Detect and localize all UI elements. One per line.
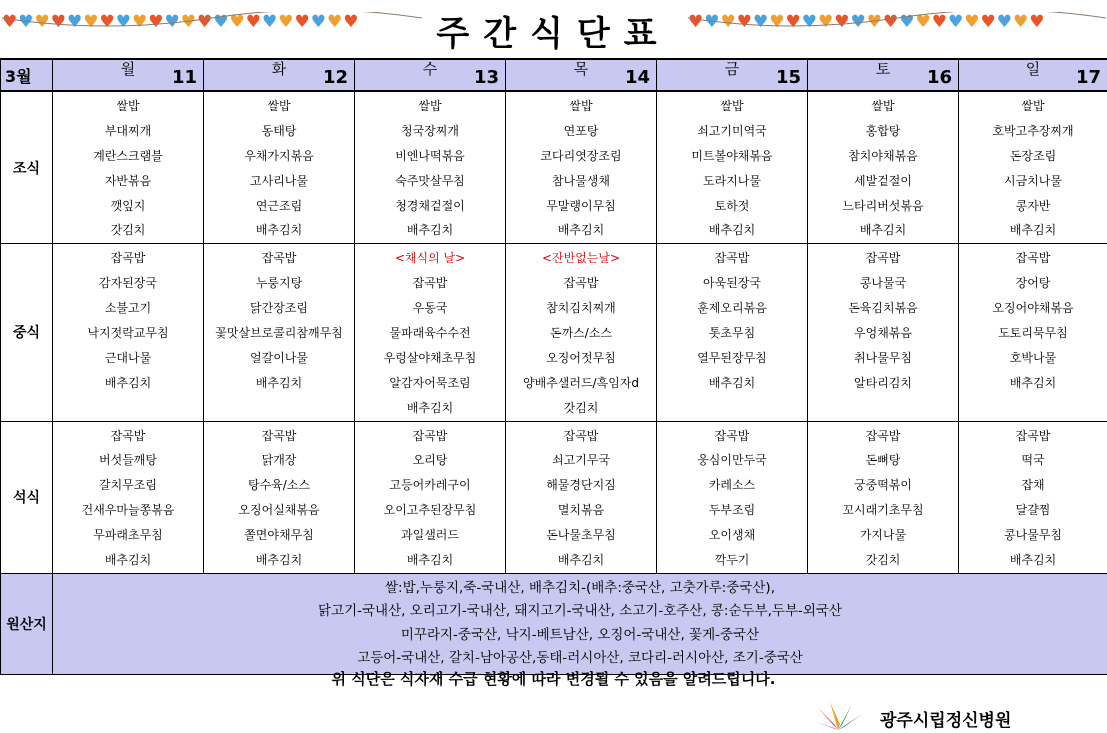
menu-item: 쌀밥: [116, 99, 140, 113]
menu-cell: [808, 421, 959, 573]
day-date: 11: [171, 67, 197, 88]
day-header-cell: [657, 59, 808, 91]
menu-item: 미트볼야채볶음: [691, 148, 773, 163]
menu-item: 쇠고기미역국: [697, 123, 767, 138]
menu-item: 알감자어묵조림: [389, 375, 471, 390]
menu-item: 배추김치: [1009, 375, 1057, 390]
menu-item: 버섯들깨탕: [99, 453, 157, 468]
menu-item: 호박나물: [1009, 350, 1057, 365]
menu-item: 우채가지볶음: [244, 148, 314, 163]
heart-garland-right: [688, 8, 1106, 36]
heart-icon: ♥: [278, 11, 294, 32]
menu-item: 청경채겉절이: [395, 198, 465, 213]
menu-item: 오징어실채볶음: [238, 503, 320, 518]
menu-item: 배추김치: [104, 553, 152, 568]
heart-icon: ♥: [180, 11, 196, 32]
menu-item: 느타리버섯볶음: [842, 198, 924, 213]
day-name: 토: [875, 60, 891, 78]
menu-item: 양배추샐러드/흑임자d: [523, 375, 639, 390]
menu-item: 배추김치: [406, 553, 454, 568]
menu-item: 건새우마늘쫑볶음: [81, 503, 175, 518]
menu-item: 잡곡밥: [110, 428, 146, 443]
menu-item: 낙지젓락교무침: [87, 326, 169, 341]
heart-icon: ♥: [99, 11, 115, 32]
origin-row: [1, 573, 1107, 674]
page-title: 주간식단표: [436, 14, 671, 54]
menu-cell: [355, 421, 506, 573]
menu-item: 도라지나물: [703, 173, 761, 188]
menu-item: <잔반없는날>: [541, 251, 621, 266]
menu-item: 갈치무조림: [99, 478, 157, 493]
heart-icon: ♥: [213, 11, 229, 32]
menu-item: 쌀밥: [871, 99, 895, 113]
menu-item: 배추김치: [1009, 553, 1057, 568]
heart-icon: ♥: [132, 11, 148, 32]
menu-item: 고사리나물: [250, 173, 308, 188]
menu-item: 배추김치: [255, 223, 303, 238]
heart-icon: ♥: [850, 11, 866, 32]
menu-item: 장어탕: [1015, 276, 1051, 291]
day-date: 13: [473, 67, 499, 88]
menu-item: 꽃맛살브로콜리참깨무침: [215, 326, 343, 341]
origin-line: 닭고기-국내산, 오리고기-국내산, 돼지고기-국내산, 소고기-호주산, 콩:순두부,두부-외국산: [318, 603, 842, 620]
heart-icon: ♥: [834, 11, 850, 32]
menu-cell: [355, 91, 506, 244]
menu-item: 얼갈이나물: [250, 350, 308, 365]
origin-label: 원산지: [1, 573, 53, 674]
menu-item: 잡채: [1021, 478, 1045, 493]
menu-item: 돈뼈탕: [865, 453, 901, 468]
menu-cell: [204, 91, 355, 244]
menu-item: 닭간장조림: [250, 301, 308, 316]
heart-icon: ♥: [1029, 11, 1045, 32]
menu-cell: [506, 91, 657, 244]
menu-item: 시금치나물: [1004, 173, 1062, 188]
menu-item: 닭개장: [261, 453, 297, 468]
menu-item: 배추김치: [708, 223, 756, 238]
menu-item: 동태탕: [261, 123, 297, 138]
menu-item: 배추김치: [104, 375, 152, 390]
origin-line: 쌀:밥,누룽지,죽-국내산, 배추김치-(배추:중국산, 고춧가루:중국산),: [385, 579, 775, 596]
menu-item: 부대찌개: [104, 123, 152, 138]
menu-item: 쌀밥: [1021, 99, 1045, 113]
footer: [810, 700, 1107, 733]
menu-item: 두부조림: [708, 503, 756, 518]
menu-item: 배추김치: [708, 375, 756, 390]
menu-item: 배추김치: [406, 223, 454, 238]
heart-icon: ♥: [115, 11, 131, 32]
menu-item: <채식의 날>: [394, 251, 466, 266]
heart-icon: ♥: [1013, 11, 1029, 32]
menu-item: 달걀찜: [1015, 503, 1051, 518]
heart-icon: ♥: [866, 11, 882, 32]
menu-item: 궁중떡볶이: [854, 478, 912, 493]
menu-cell: [959, 91, 1107, 244]
menu-item: 홍합탕: [865, 123, 901, 138]
menu-item: 콩나물무침: [1004, 528, 1062, 543]
menu-item: 해물경단지짐: [546, 478, 616, 493]
menu-item: 돈나물초무침: [546, 528, 616, 543]
day-name: 화: [271, 60, 287, 78]
menu-item: 배추김치: [557, 223, 605, 238]
heart-icon: ♥: [164, 11, 180, 32]
day-name: 수: [422, 60, 438, 78]
menu-item: 돈까스/소스: [549, 326, 612, 341]
menu-item: 무말랭이무침: [546, 198, 616, 213]
menu-cell: [959, 244, 1107, 421]
menu-cell: [53, 421, 204, 573]
menu-item: 멸치볶음: [557, 503, 605, 518]
menu-item: 배추김치: [255, 375, 303, 390]
menu-item: 잡곡밥: [261, 251, 297, 266]
menu-cell: [506, 244, 657, 421]
menu-item: 과일샐러드: [401, 528, 459, 543]
heart-icon: ♥: [688, 11, 704, 32]
heart-icon: ♥: [197, 11, 213, 32]
menu-item: 오징어젓무침: [546, 350, 616, 365]
menu-item: 탕수육/소스: [247, 478, 310, 493]
origin-line: 고등어-국내산, 갈치-남아공산,동태-러시아산, 코다리-러시아산, 조기-중국산: [357, 650, 803, 667]
heart-icon: ♥: [262, 11, 278, 32]
menu-cell: [657, 91, 808, 244]
menu-item: 쫄면야채무침: [244, 528, 314, 543]
menu-item: 계란스크램블: [93, 148, 163, 163]
menu-item: 우엉채볶음: [854, 326, 912, 341]
page-header: [0, 0, 1107, 58]
menu-item: 잡곡밥: [563, 276, 599, 291]
menu-item: 카레소스: [708, 478, 756, 493]
menu-item: 숙주맛살무침: [395, 173, 465, 188]
heart-icon: ♥: [931, 11, 947, 32]
lunch-row: [1, 244, 1107, 421]
menu-item: 잡곡밥: [1015, 428, 1051, 443]
menu-item: 웅심이만두국: [697, 453, 767, 468]
day-date: 14: [624, 67, 650, 88]
day-name: 금: [724, 60, 740, 78]
heart-icon: ♥: [980, 11, 996, 32]
menu-cell: [808, 91, 959, 244]
heart-icon: ♥: [964, 11, 980, 32]
heart-icon: ♥: [327, 11, 343, 32]
menu-item: 잡곡밥: [261, 428, 297, 443]
menu-item: 오리탕: [412, 453, 448, 468]
menu-item: 도토리묵무침: [998, 326, 1068, 341]
menu-item: 쌀밥: [267, 99, 291, 113]
menu-item: 잡곡밥: [412, 428, 448, 443]
menu-item: 열무된장무침: [697, 350, 767, 365]
heart-icon: ♥: [899, 11, 915, 32]
heart-icon: ♥: [50, 11, 66, 32]
heart-icon: ♥: [883, 11, 899, 32]
menu-item: 감자된장국: [99, 276, 157, 291]
weekly-menu-table: [0, 58, 1107, 675]
menu-item: 갓김치: [865, 553, 901, 568]
day-header-cell: [355, 59, 506, 91]
heart-icon: ♥: [310, 11, 326, 32]
menu-item: 참나물생채: [552, 173, 610, 188]
heart-icon: ♥: [818, 11, 834, 32]
menu-cell: [53, 244, 204, 421]
menu-item: 고등어카레구이: [389, 478, 471, 493]
menu-item: 잡곡밥: [1015, 251, 1051, 266]
heart-icon: ♥: [785, 11, 801, 32]
menu-item: 훈제오리볶음: [697, 301, 767, 316]
menu-item: 호박고추장찌개: [992, 123, 1074, 138]
heart-icon: ♥: [769, 11, 785, 32]
origin-text: [53, 573, 1107, 674]
menu-item: 쌀밥: [569, 99, 593, 113]
menu-item: 돈육김치볶음: [848, 301, 918, 316]
heart-icon: ♥: [996, 11, 1012, 32]
menu-item: 비엔나떡볶음: [395, 148, 465, 163]
menu-item: 아욱된장국: [703, 276, 761, 291]
menu-item: 연근조림: [255, 198, 303, 213]
meal-label: 조식: [1, 91, 53, 244]
menu-cell: [355, 244, 506, 421]
garland-string: [688, 12, 1106, 42]
menu-item: 알타리김치: [854, 375, 912, 390]
heart-icon: ♥: [915, 11, 931, 32]
menu-item: 청국장찌개: [401, 123, 459, 138]
menu-item: 배추김치: [406, 400, 454, 415]
heart-icon: ♥: [83, 11, 99, 32]
menu-item: 잡곡밥: [865, 251, 901, 266]
heart-icon: ♥: [801, 11, 817, 32]
menu-item: 오이생채: [708, 528, 756, 543]
day-header-row: [1, 59, 1107, 91]
day-header-cell: [959, 59, 1107, 91]
menu-item: 깍두기: [714, 553, 750, 568]
menu-item: 잡곡밥: [563, 428, 599, 443]
menu-item: 우렁살야채초무침: [383, 350, 477, 365]
menu-item: 배추김치: [1009, 223, 1057, 238]
menu-item: 쌀밥: [720, 99, 744, 113]
heart-icon: ♥: [704, 11, 720, 32]
menu-item: 잡곡밥: [865, 428, 901, 443]
day-date: 12: [322, 67, 348, 88]
menu-cell: [959, 421, 1107, 573]
day-name: 월: [120, 60, 136, 78]
menu-cell: [53, 91, 204, 244]
menu-cell: [204, 421, 355, 573]
day-name: 일: [1025, 60, 1041, 78]
heart-icon: ♥: [148, 11, 164, 32]
heart-icon: ♥: [34, 11, 50, 32]
dinner-row: [1, 421, 1107, 573]
menu-item: 떡국: [1021, 453, 1045, 468]
notice-text: 위 식단은 식자재 수급 현황에 따라 변경될 수 있음을 알려드립니다.: [331, 670, 776, 688]
heart-icon: ♥: [2, 11, 18, 32]
hospital-logo-icon: [812, 700, 864, 733]
day-date: 16: [926, 67, 952, 88]
day-header-cell: [53, 59, 204, 91]
heart-icon: ♥: [736, 11, 752, 32]
menu-cell: [506, 421, 657, 573]
menu-item: 오이고추된장무침: [383, 503, 477, 518]
day-header-cell: [506, 59, 657, 91]
menu-item: 토하젓: [714, 198, 750, 213]
menu-item: 가지나물: [859, 528, 907, 543]
day-date: 17: [1075, 67, 1101, 88]
heart-icon: ♥: [229, 11, 245, 32]
menu-cell: [657, 421, 808, 573]
menu-item: 갓김치: [110, 223, 146, 238]
day-header-cell: [808, 59, 959, 91]
menu-item: 참치야채볶음: [848, 148, 918, 163]
menu-item: 자반볶음: [104, 173, 152, 188]
menu-item: 잡곡밥: [110, 251, 146, 266]
menu-item: 무파래초무침: [93, 528, 163, 543]
menu-item: 근대나물: [104, 350, 152, 365]
menu-item: 누룽지탕: [255, 276, 303, 291]
menu-item: 돈장조림: [1009, 148, 1057, 163]
heart-icon: ♥: [343, 11, 359, 32]
heart-icon: ♥: [67, 11, 83, 32]
heart-icon: ♥: [245, 11, 261, 32]
heart-icon: ♥: [18, 11, 34, 32]
menu-item: 갓김치: [563, 400, 599, 415]
menu-item: 쌀밥: [418, 99, 442, 113]
menu-item: 세발겉절이: [854, 173, 912, 188]
menu-item: 쇠고기무국: [552, 453, 610, 468]
breakfast-row: [1, 91, 1107, 244]
menu-item: 콩자반: [1015, 198, 1051, 213]
menu-item: 깻잎지: [110, 198, 146, 213]
menu-item: 배추김치: [255, 553, 303, 568]
menu-cell: [204, 244, 355, 421]
menu-item: 콩나물국: [859, 276, 907, 291]
hospital-name: 광주시립정신병원: [880, 711, 1012, 731]
menu-item: 취나물무침: [854, 350, 912, 365]
meal-label: 중식: [1, 244, 53, 421]
heart-icon: ♥: [720, 11, 736, 32]
menu-item: 잡곡밥: [412, 276, 448, 291]
menu-cell: [808, 244, 959, 421]
menu-item: 잡곡밥: [714, 428, 750, 443]
menu-item: 배추김치: [859, 223, 907, 238]
menu-item: 오징어야채볶음: [992, 301, 1074, 316]
menu-cell: [657, 244, 808, 421]
meal-label: 석식: [1, 421, 53, 573]
menu-item: 잡곡밥: [714, 251, 750, 266]
menu-item: 톳초무침: [708, 326, 756, 341]
heart-icon: ♥: [294, 11, 310, 32]
menu-item: 물파래육수수전: [389, 326, 471, 341]
menu-item: 우동국: [412, 301, 448, 316]
menu-item: 참치김치찌개: [546, 301, 616, 316]
month-cell: [1, 59, 53, 91]
day-header-cell: [204, 59, 355, 91]
menu-item: 코다리엿장조림: [540, 148, 622, 163]
menu-item: 배추김치: [557, 553, 605, 568]
origin-line: 미꾸라지-중국산, 낙지-베트남산, 오징어-국내산, 꽃게-중국산: [400, 626, 760, 643]
month-label: 3월: [5, 66, 32, 86]
menu-item: 연포탕: [563, 123, 599, 138]
heart-icon: ♥: [753, 11, 769, 32]
menu-item: 소불고기: [104, 301, 152, 316]
day-date: 15: [775, 67, 801, 88]
menu-item: 꼬시래기초무침: [842, 503, 924, 518]
heart-icon: ♥: [948, 11, 964, 32]
day-name: 목: [573, 60, 589, 78]
